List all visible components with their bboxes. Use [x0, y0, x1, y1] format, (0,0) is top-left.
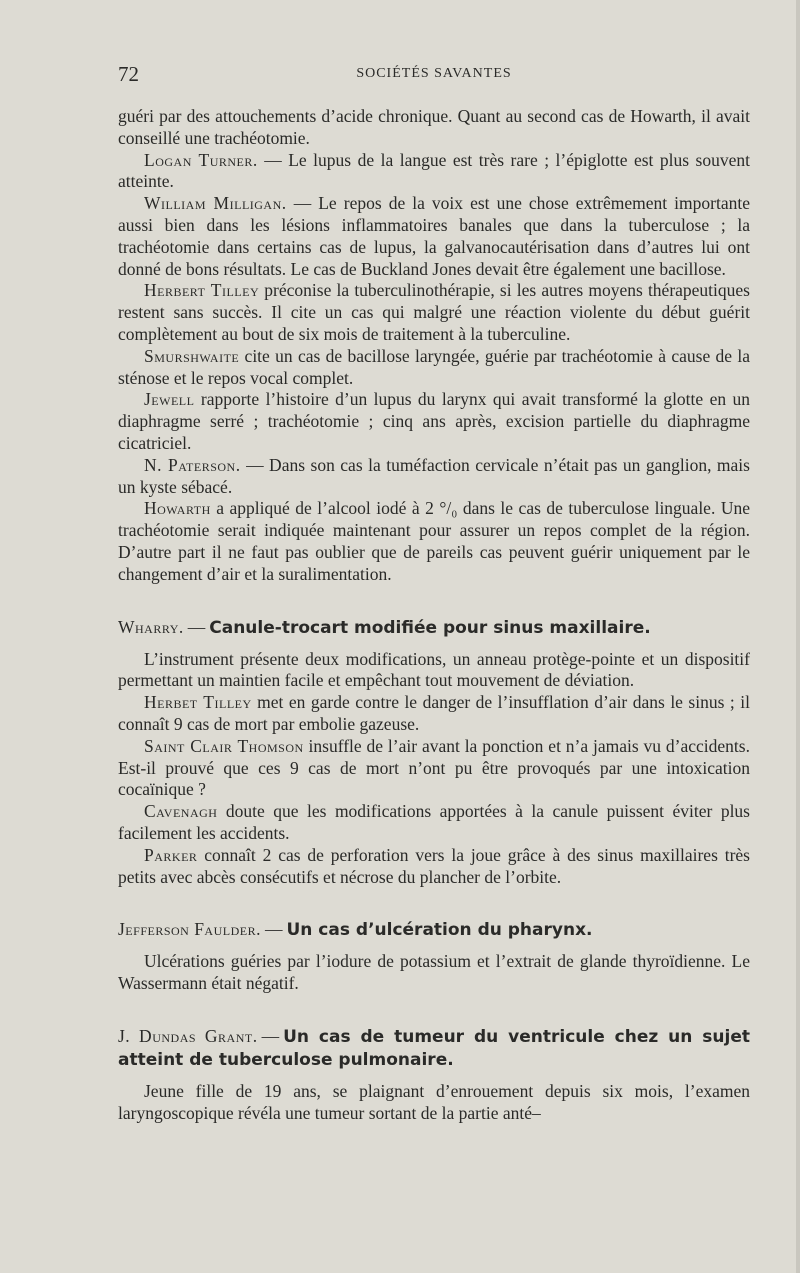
paragraph — [118, 649, 750, 693]
section-faulder — [118, 918, 750, 995]
speaker-name: Herbert Tilley — [144, 280, 260, 301]
paragraph-text: — Le lupus de la langue est très rare ; l’épiglotte est plus souvent atteinte. — [118, 149, 750, 192]
speaker-name: William Milligan. — [144, 193, 287, 214]
paragraph-text: — Le repos de la voix est une chose extrêmement importante aussi bien dans les lésions inflammatoires banales que dans la tuberculose ; la trachéotomie dans certains cas de lupus, la galvanocautérisation dans d’autres lui ont donné de bons résultats. Le cas de Buckland Jones devait être également une bacillose. — [118, 193, 750, 279]
paragraph-text: rapporte l’histoire d’un lupus du larynx qui avait transformé la glotte en un diaphragme serré ; trachéotomie ; cinq ans après, excision partielle du diaphragme cicatriciel. — [118, 389, 750, 453]
paragraph — [118, 845, 750, 889]
page-number: 72 — [118, 62, 139, 86]
section-heading — [118, 1025, 750, 1071]
paragraph — [118, 801, 750, 845]
paragraph-text: insuffle de l’air avant la ponction et n’a jamais vu d’accidents. Est-il prouvé que ces 9 cas de mort n’ont pu être provoqués par une intoxication cocaïnique ? — [118, 735, 750, 800]
paragraph-text: L’instrument présente deux modifications, un anneau protège-pointe et un dispositif permettant un maintien facile et empêchant tout mouvement de déviation. — [118, 648, 750, 691]
paragraph-text: guéri par des attouchements d’acide chronique. Quant au second cas de Howarth, il avait conseillé une trachéotomie. — [118, 106, 750, 148]
section-author: Wharry. — [118, 616, 184, 637]
paragraph — [118, 346, 750, 390]
page-header — [118, 62, 750, 88]
paragraph — [118, 692, 750, 736]
paragraph-text: Jeune fille de 19 ans, se plaignant d’enrouement depuis six mois, l’examen laryngoscopique révéla une tumeur sortant de la partie anté– — [118, 1080, 750, 1123]
heading-dash: — — [264, 919, 283, 940]
paragraph — [118, 736, 750, 801]
section-author: Jefferson Faulder. — [118, 919, 261, 940]
paragraph — [118, 498, 750, 585]
paragraph — [118, 951, 750, 995]
paragraph-text: Ulcérations guéries par l’iodure de potassium et l’extrait de glande thyroïdienne. Le Wassermann était négatif. — [118, 951, 750, 994]
section-title: Un cas de tumeur du ventricule chez un sujet atteint de tuberculose pulmonaire. — [118, 1026, 751, 1070]
paragraph — [118, 280, 750, 345]
section-author: J. Dundas Grant. — [118, 1025, 258, 1046]
speaker-name: Jewell — [144, 389, 195, 410]
paragraph-text: connaît 2 cas de perforation vers la joue grâce à des sinus maxillaires très petits avec abcès consécutifs et nécrose du plancher de l’orbite. — [118, 844, 750, 887]
speaker-name: Logan Turner. — [144, 149, 258, 170]
heading-dash: — — [261, 1025, 280, 1046]
running-head: SOCIÉTÉS SAVANTES — [356, 66, 512, 81]
paragraph-text: a appliqué de l’alcool iodé à 2 °/₀ dans le cas de tuberculose linguale. Une trachéotomie serait indiquée maintenant pour assurer un repos complet de la région. D’autre part il ne faut pas oublier que de pareils cas peuvent guérir uniquement par le changement d’air et la suralimentation. — [118, 498, 750, 584]
speaker-name: Howarth — [144, 498, 211, 519]
section-heading — [118, 918, 750, 941]
paragraph-text: met en garde contre le danger de l’insufflation d’air dans le sinus ; il connaît 9 cas de mort par embolie gazeuse. — [118, 692, 750, 734]
section-title: Canule-trocart modifiée pour sinus maxillaire. — [209, 617, 651, 638]
paragraph-text: — Dans son cas la tuméfaction cervicale n’était pas un ganglion, mais un kyste sébacé. — [118, 454, 750, 497]
speaker-name: Saint Clair Thomson — [144, 735, 304, 756]
paragraph-text: cite un cas de bacillose laryngée, guérie par trachéotomie à cause de la sténose et le repos vocal complet. — [118, 345, 750, 388]
section-heading — [118, 616, 750, 639]
speaker-name: Herbet Tilley — [144, 692, 252, 713]
paragraph-text: doute que les modifications apportées à la canule puissent éviter plus facilement les accidents. — [118, 801, 750, 843]
paragraph — [118, 1081, 750, 1125]
speaker-name: Smurshwaite — [144, 345, 240, 366]
paragraph — [118, 455, 750, 499]
paragraph — [118, 150, 750, 194]
paragraph — [118, 193, 750, 280]
section-title: Un cas d’ulcération du pharynx. — [286, 920, 593, 941]
speaker-name: N. Paterson. — [144, 454, 241, 475]
section-dundas-grant — [118, 1025, 750, 1125]
paragraph — [118, 106, 750, 150]
paragraph — [118, 389, 750, 454]
speaker-name: Cavenagh — [144, 801, 218, 822]
heading-dash: — — [187, 616, 206, 637]
section-wharry — [118, 616, 750, 889]
page-body — [118, 106, 750, 1124]
speaker-name: Parker — [144, 844, 198, 865]
paragraph-text: préconise la tuberculinothérapie, si les autres moyens thérapeutiques restent sans succès. Il cite un cas qui malgré une réaction violente du début guérit complètement au bout de six mois de traitement à la tuberculine. — [118, 280, 750, 344]
